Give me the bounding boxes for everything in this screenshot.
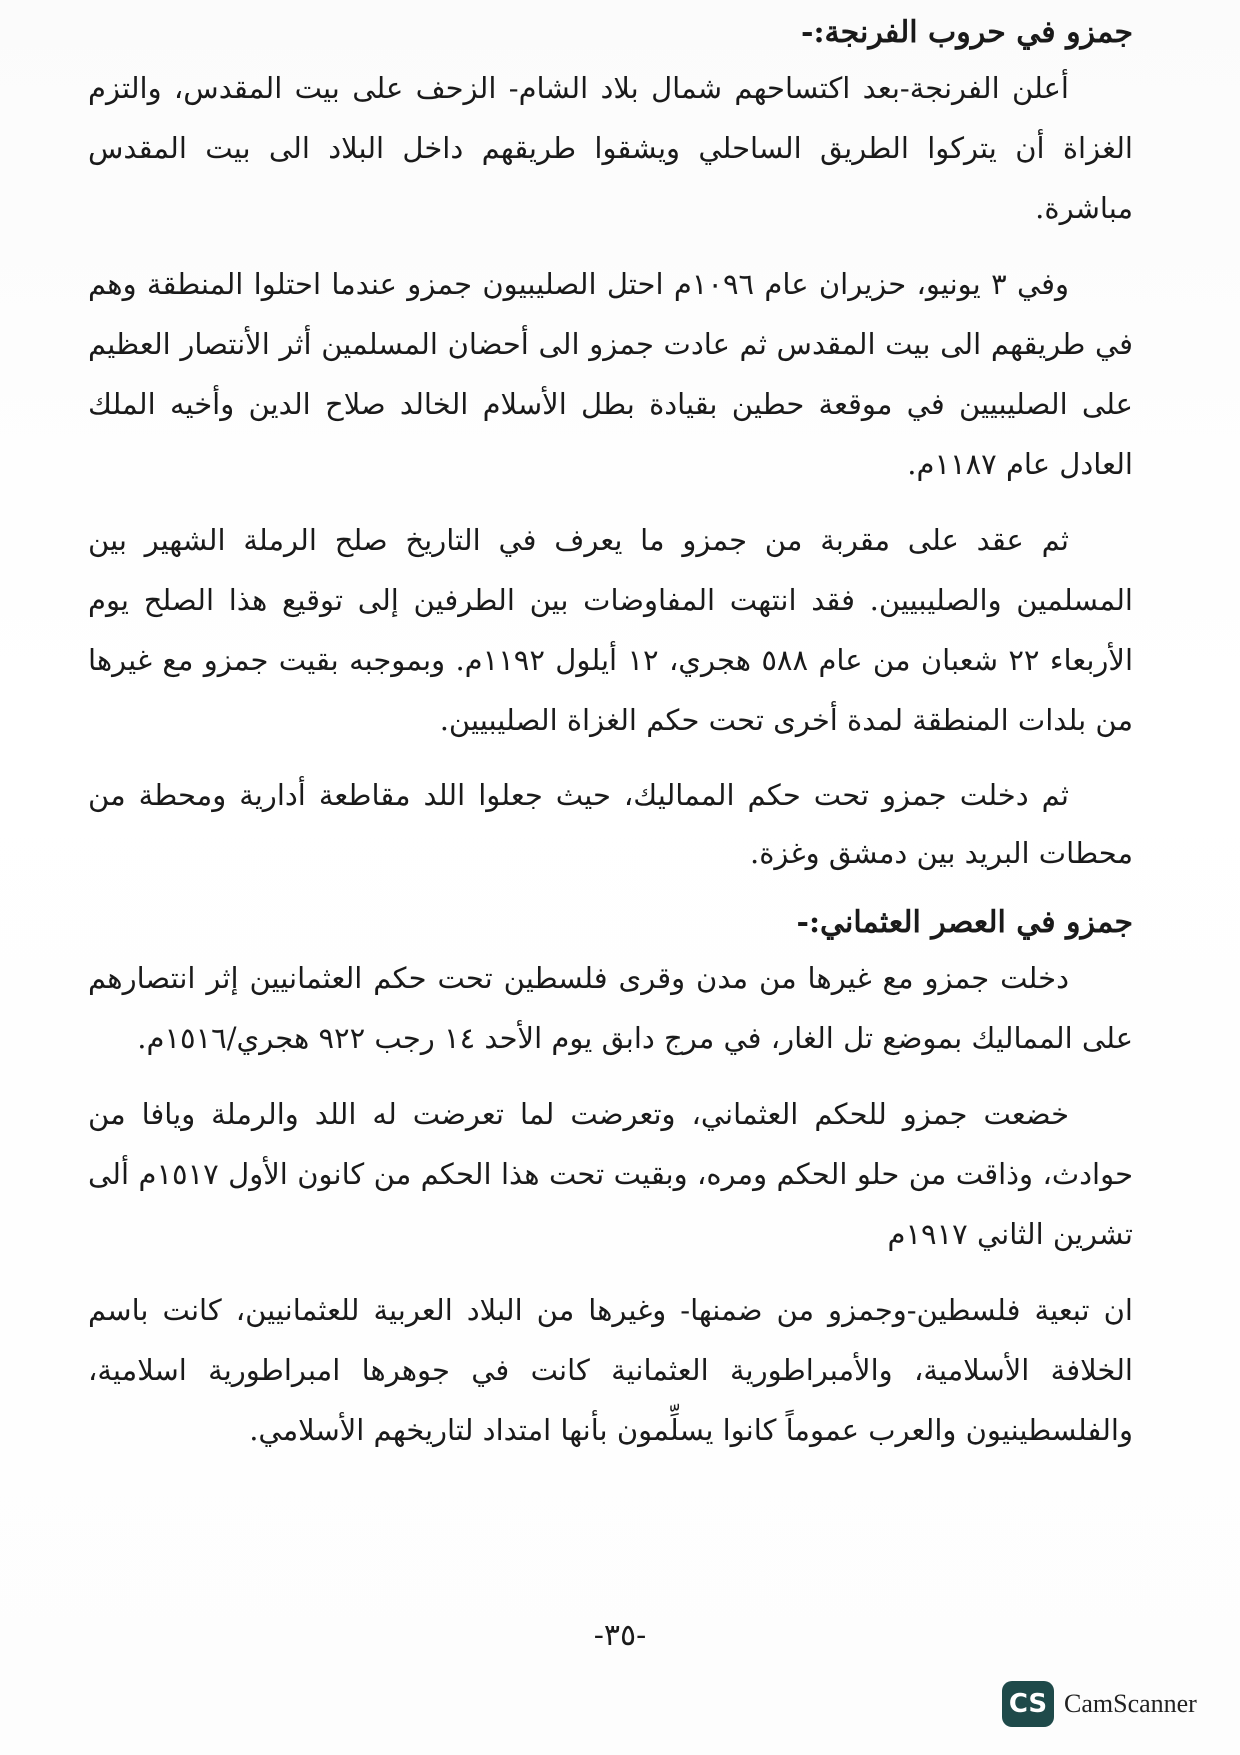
section-heading-ottoman: جمزو في العصر العثماني:- bbox=[796, 905, 1133, 940]
paragraph: دخلت جمزو مع غيرها من مدن وقرى فلسطين تحت حكم العثمانيين إثر انتصارهم على المماليك بموضع تل الغار، في مرج دابق يوم الأحد ١٤ رجب ٩٢٢ هجري/١٥١٦م. bbox=[88, 961, 1133, 1055]
paragraph: ثم عقد على مقربة من جمزو ما يعرف في التاريخ صلح الرملة الشهير بين المسلمين والصليبيين. فقد انتهت المفاوضات بين الطرفين إلى توقيع هذا الصلح يوم الأربعاء ٢٢ شعبان من عام ٥٨٨ هجري، ١٢ أيلول ١١٩٢م. وبموجبه بقيت جمزو مع غيرها من بلدات المنطقة لمدة أخرى تحت حكم الغزاة الصليبيين. bbox=[88, 523, 1133, 737]
paragraph: ثم دخلت جمزو تحت حكم المماليك، حيث جعلوا اللد مقاطعة أدارية ومحطة من محطات البريد بين دمشق وغزة. bbox=[88, 778, 1133, 870]
document-body bbox=[88, 8, 1133, 1476]
page-number: -٣٥- bbox=[593, 1618, 647, 1653]
paragraph: ان تبعية فلسطين-وجمزو من ضمنها- وغيرها من البلاد العربية للعثمانيين، كانت باسم الخلافة الأسلامية، والأمبراطورية العثمانية كانت في جوهرها امبراطورية اسلامية، والفلسطينيون والعرب عموماً كانوا يسلِّمون بأنها امتداد لتاريخهم الأسلامي. bbox=[88, 1293, 1133, 1447]
camscanner-label: CamScanner bbox=[1064, 1689, 1197, 1718]
section-heading-crusades: جمزو في حروب الفرنجة:- bbox=[801, 15, 1133, 50]
camscanner-logo-icon: CS bbox=[1002, 1681, 1054, 1727]
paragraph: وفي ٣ يونيو، حزيران عام ١٠٩٦م احتل الصليبيون جمزو عندما احتلوا المنطقة وهم في طريقهم الى بيت المقدس ثم عادت جمزو الى أحضان المسلمين أثر الأنتصار العظيم على الصليبيين في موقعة حطين بقيادة بطل الأسلام الخالد صلاح الدين وأخيه الملك العادل عام ١١٨٧م. bbox=[88, 267, 1133, 481]
paragraph: أعلن الفرنجة-بعد اكتساحهم شمال بلاد الشام- الزحف على بيت المقدس، والتزم الغزاة أن يتركوا الطريق الساحلي ويشقوا طريقهم داخل البلاد الى بيت المقدس مباشرة. bbox=[88, 71, 1133, 225]
paragraph: خضعت جمزو للحكم العثماني، وتعرضت لما تعرضت له اللد والرملة ويافا من حوادث، وذاقت من حلو الحكم ومره، وبقيت تحت هذا الحكم من كانون الأول ١٥١٧م ألى تشرين الثاني ١٩١٧م bbox=[88, 1097, 1134, 1251]
camscanner-watermark bbox=[1002, 1681, 1197, 1727]
